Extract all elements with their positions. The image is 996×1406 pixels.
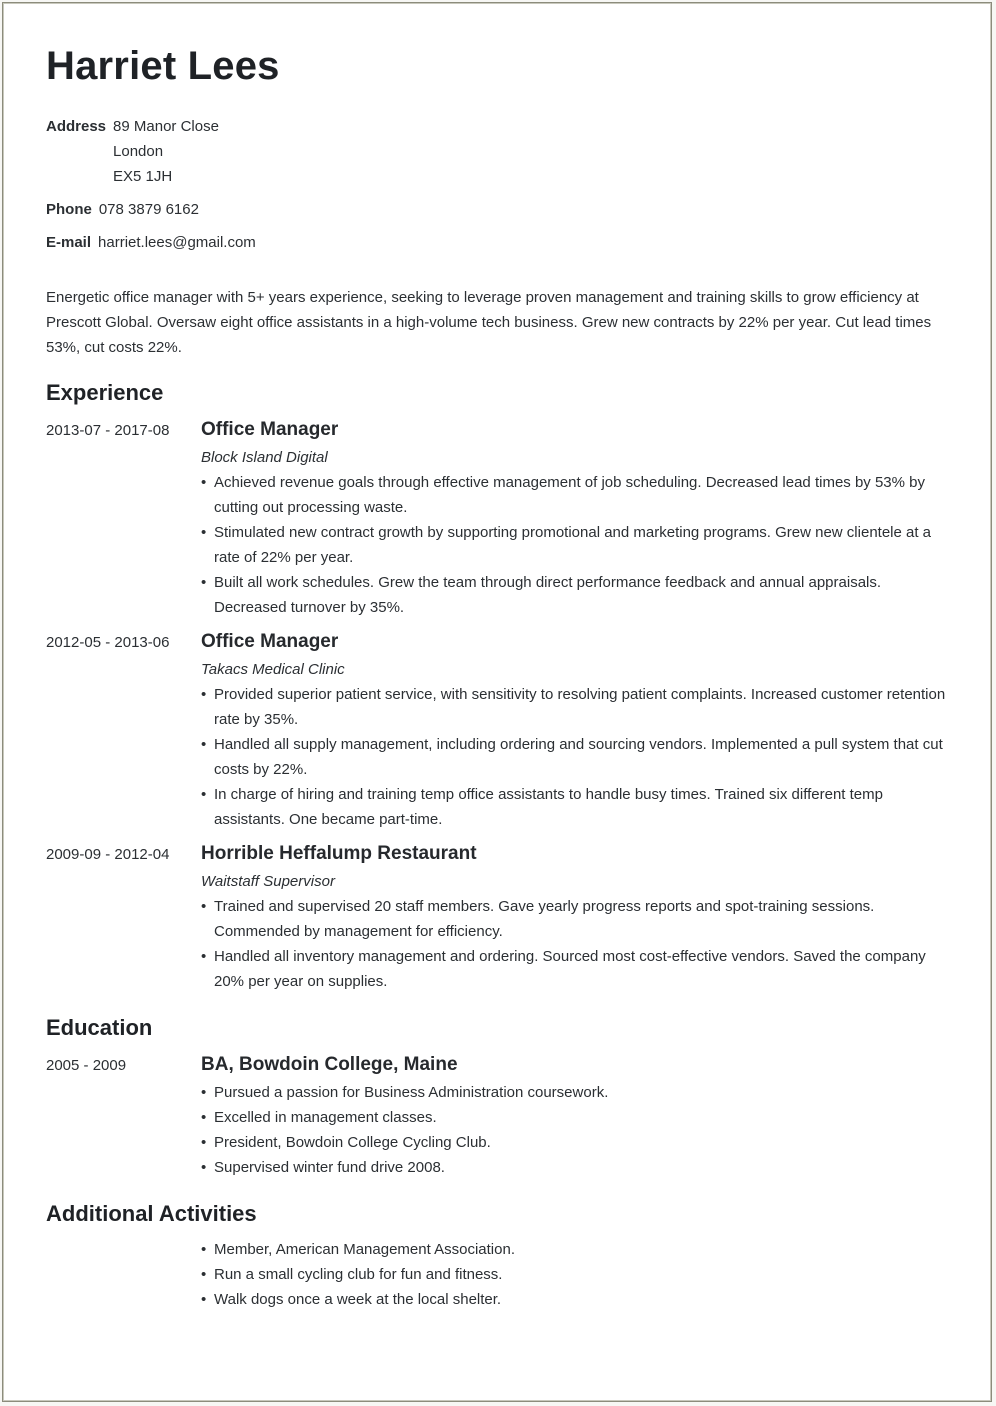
summary-text: Energetic office manager with 5+ years experience, seeking to leverage proven management and training skills to grow efficiency at Prescott Global. Oversaw eight office assistants in a high-volume tech business. Grew new contracts by 22% per year. Cut lead times 53%, cut costs 22%. (46, 289, 932, 356)
contact-block (46, 114, 956, 255)
job-title: Horrible Heffalump Restaurant (201, 843, 477, 864)
address-label: Address (46, 118, 107, 135)
entry-dates: 2005 - 2009 (46, 1057, 127, 1074)
experience-section (46, 378, 956, 994)
entry-body (201, 1052, 947, 1180)
bullet-item: • Built all work schedules. Grew the team through direct performance feedback and annual appraisals. Decreased turnover by 35%. (201, 570, 947, 620)
entry-dates: 2009-09 - 2012-04 (46, 846, 170, 863)
bullet-item: • Handled all inventory management and ordering. Sourced most cost-effective vendors. Saved the company 20% per year on supplies. (201, 944, 947, 994)
address-line: EX5 1JH (113, 168, 173, 185)
bullet-item: • Run a small cycling club for fun and fitness. (201, 1262, 947, 1287)
bullet-item: • Pursued a passion for Business Administration coursework. (201, 1080, 947, 1105)
bullet-list (201, 894, 947, 994)
bullet-item: • In charge of hiring and training temp office assistants to handle busy times. Trained six different temp assistants. One became part-time. (201, 782, 947, 832)
experience-entry (46, 841, 956, 994)
email-value: harriet.lees@gmail.com (98, 234, 256, 251)
employer-name: Waitstaff Supervisor (201, 873, 335, 890)
employer-name: Block Island Digital (201, 449, 328, 466)
experience-entry (46, 417, 956, 620)
entry-dates: 2012-05 - 2013-06 (46, 634, 170, 651)
experience-heading: Experience (46, 380, 164, 405)
candidate-name: Harriet Lees (46, 44, 280, 88)
activities-section (46, 1199, 956, 1312)
phone-value: 078 3879 6162 (98, 201, 199, 218)
bullet-item: • Stimulated new contract growth by supporting promotional and marketing programs. Grew new clientele at a rate of 22% per year. (201, 520, 947, 570)
address-lines (113, 114, 219, 189)
address-line: London (113, 143, 164, 160)
email-label: E-mail (46, 234, 92, 251)
bullet-item: • President, Bowdoin College Cycling Club. (201, 1130, 947, 1155)
bullet-item: • Handled all supply management, including ordering and sourcing vendors. Implemented a pull system that cut costs by 22%. (201, 732, 947, 782)
job-title: Office Manager (201, 419, 339, 440)
phone-label: Phone (46, 201, 92, 218)
resume-page (2, 2, 992, 1402)
contact-phone (46, 197, 956, 222)
job-title: Office Manager (201, 631, 339, 652)
entry-body (201, 629, 947, 832)
address-line: 89 Manor Close (113, 118, 219, 135)
contact-email (46, 230, 956, 255)
bullet-item: • Supervised winter fund drive 2008. (201, 1155, 947, 1180)
bullet-item: • Trained and supervised 20 staff members. Gave yearly progress reports and spot-training sessions. Commended by management for efficiency. (201, 894, 947, 944)
entry-dates: 2013-07 - 2017-08 (46, 422, 170, 439)
education-section (46, 1013, 956, 1180)
activities-heading: Additional Activities (46, 1201, 257, 1226)
entry-body (201, 1237, 947, 1312)
entry-body (201, 841, 947, 994)
bullet-item: • Walk dogs once a week at the local shelter. (201, 1287, 947, 1312)
bullet-item: • Provided superior patient service, with sensitivity to resolving patient complaints. Increased customer retention rate by 35%. (201, 682, 947, 732)
bullet-item: • Member, American Management Association. (201, 1237, 947, 1262)
resume-content (46, 41, 956, 1312)
entry-dates-empty (46, 1237, 201, 1312)
education-entry (46, 1052, 956, 1180)
bullet-list (201, 682, 947, 832)
contact-address (46, 114, 956, 189)
bullet-list (201, 470, 947, 620)
bullet-item: • Achieved revenue goals through effective management of job scheduling. Decreased lead times by 53% by cutting out processing waste. (201, 470, 947, 520)
bullet-item: • Excelled in management classes. (201, 1105, 947, 1130)
activities-entry (46, 1237, 956, 1312)
bullet-list (201, 1237, 947, 1312)
experience-entry (46, 629, 956, 832)
bullet-list (201, 1080, 947, 1180)
education-heading: Education (46, 1015, 153, 1040)
employer-name: Takacs Medical Clinic (201, 661, 345, 678)
entry-body (201, 417, 947, 620)
degree-title: BA, Bowdoin College, Maine (201, 1054, 458, 1075)
